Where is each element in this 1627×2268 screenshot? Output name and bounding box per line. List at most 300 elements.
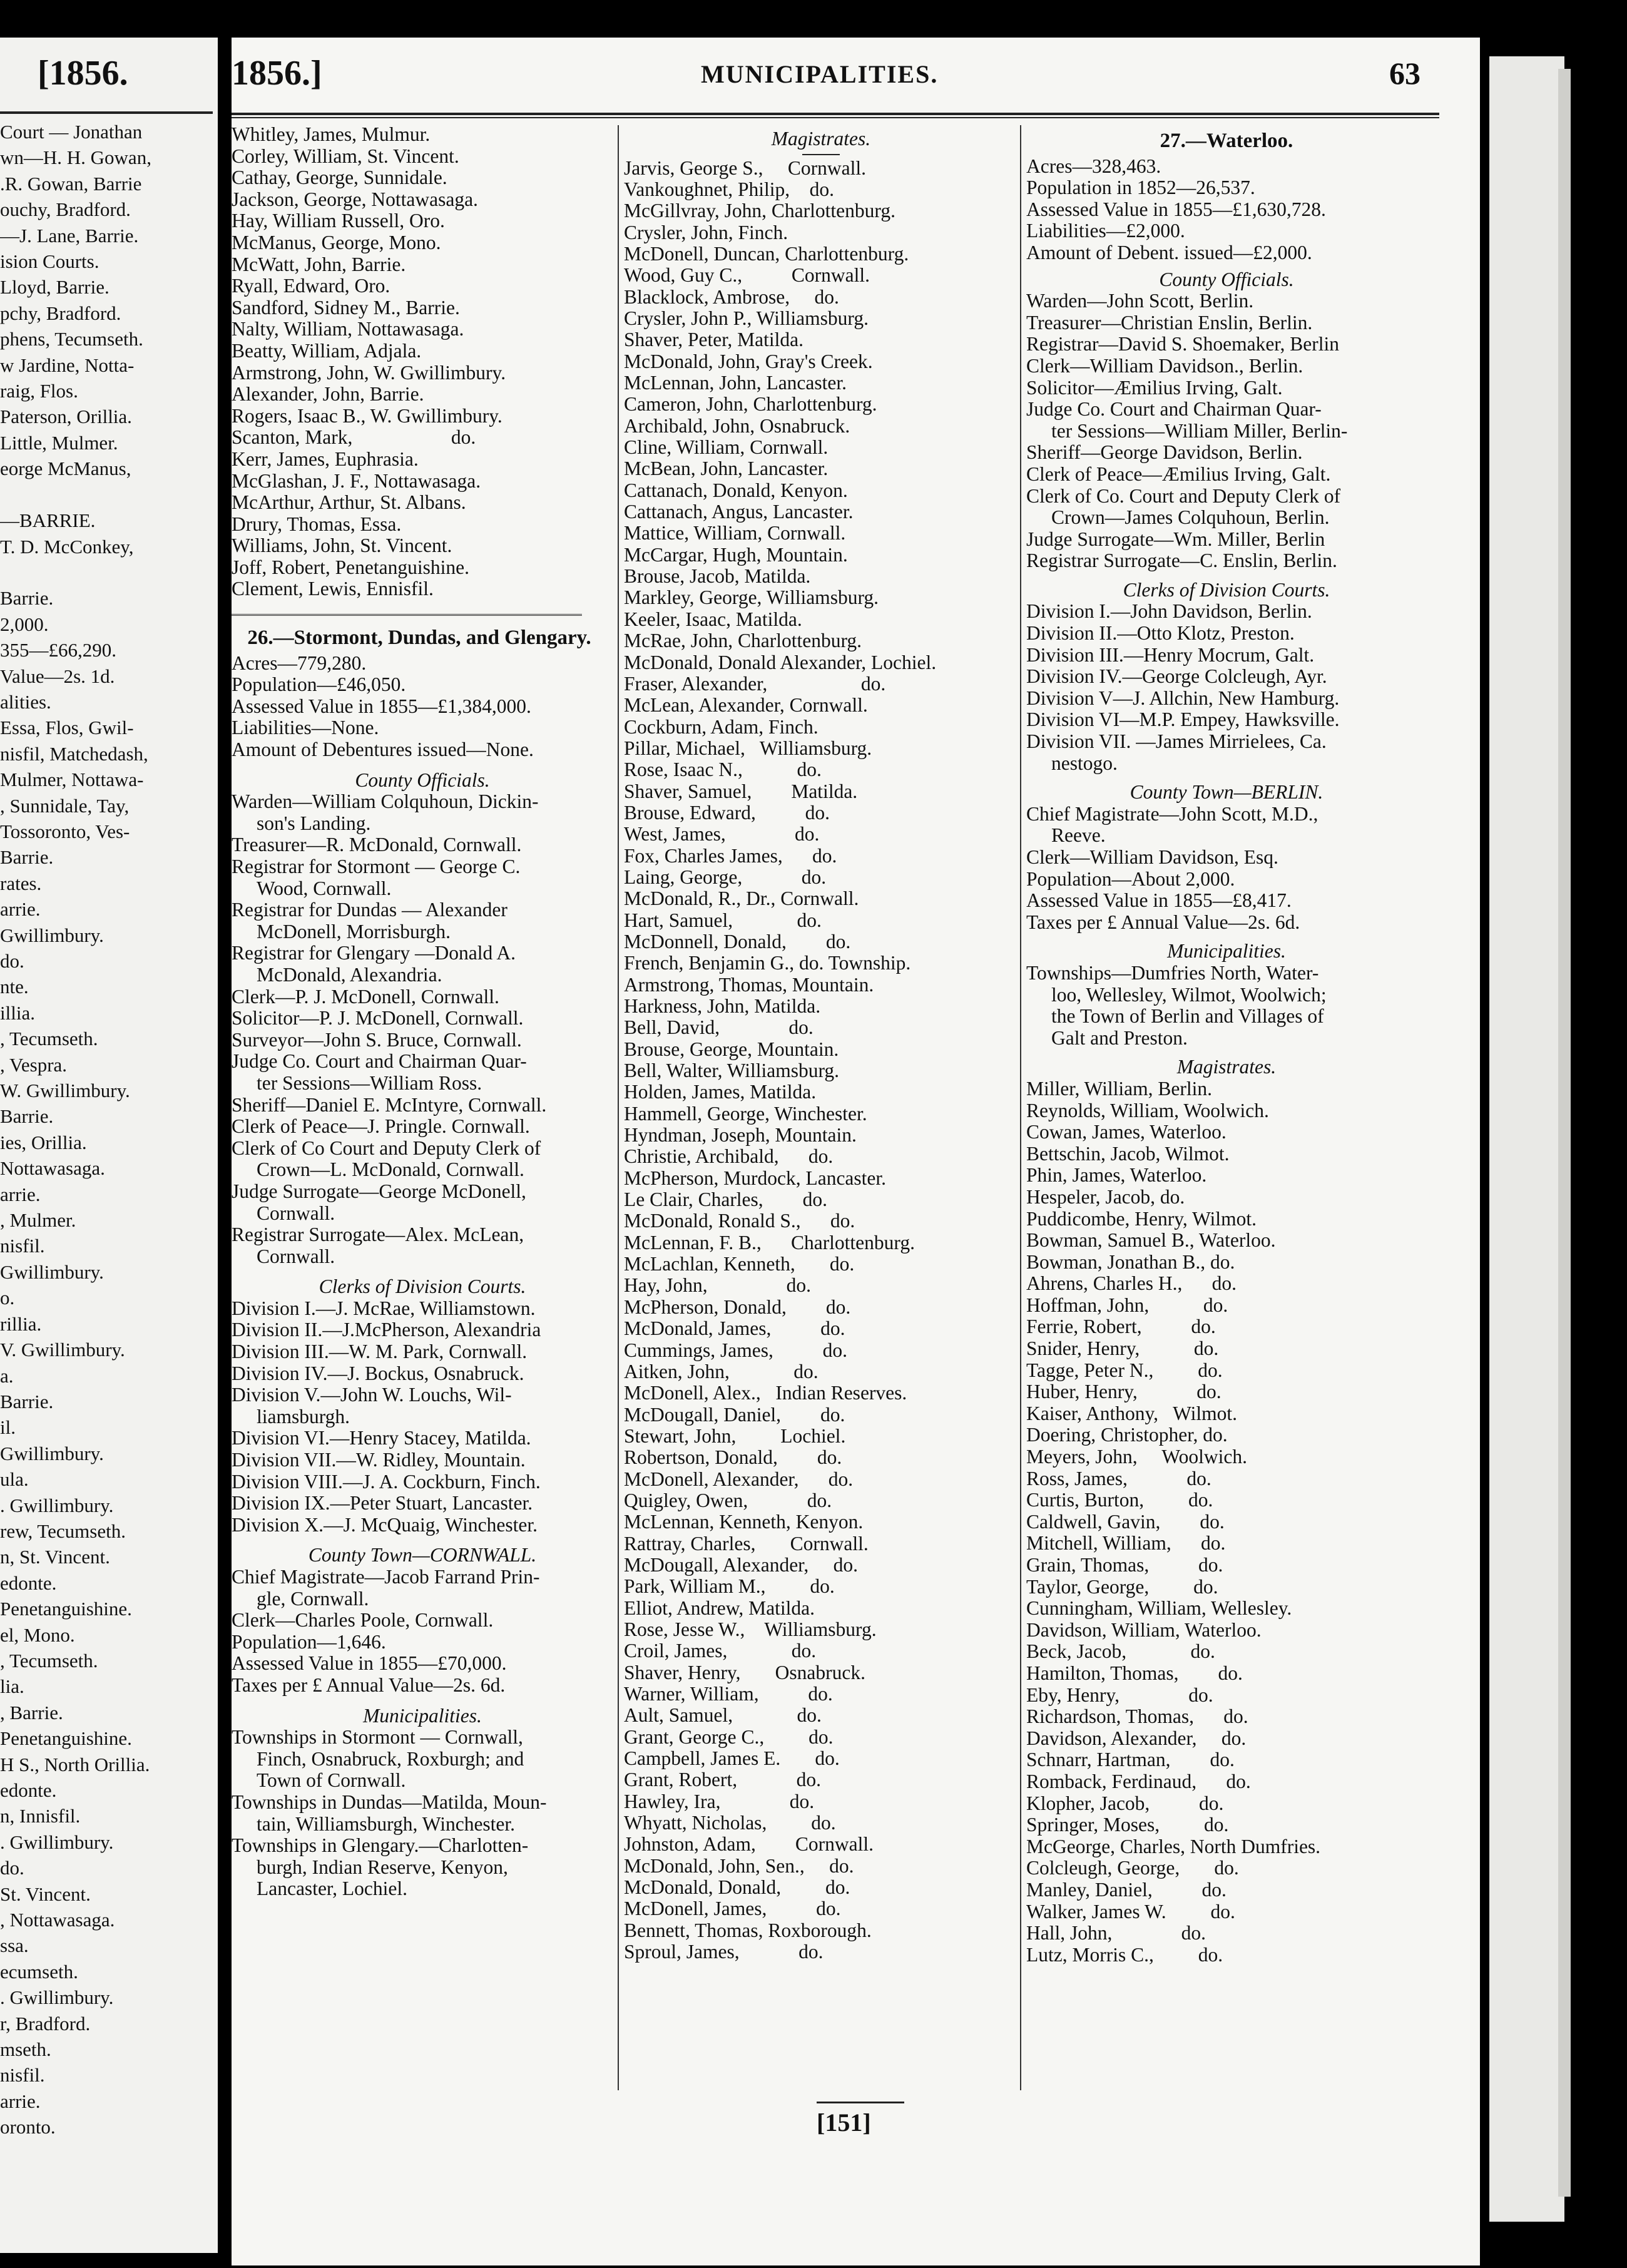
text-line: McDonald, Alexandria. <box>257 963 442 986</box>
text-line: oronto. <box>0 2116 56 2138</box>
page-number: 63 <box>1389 56 1420 91</box>
text-line: Cornwall. <box>257 1202 335 1224</box>
text-line <box>0 482 151 508</box>
waterloo-officials-heading: County Officials. <box>1159 268 1294 290</box>
text-line: Essa, Flos, Gwil- <box>0 717 134 739</box>
text-line: Judge Co. Court and Chairman Quar- <box>1026 398 1322 421</box>
text-line: Crysler, John P., Williamsburg. <box>624 307 869 329</box>
text-line: McLachlan, Kenneth, do. <box>624 1253 855 1275</box>
text-line: Kerr, James, Euphrasia. <box>232 447 419 470</box>
text-line: McPherson, Donald, do. <box>624 1295 851 1318</box>
text-line: Town of Cornwall. <box>257 1769 406 1792</box>
text-line: Population—1,646. <box>232 1630 386 1653</box>
text-line: Judge Co. Court and Chairman Quar- <box>232 1050 527 1073</box>
text-line: o. <box>0 1287 15 1309</box>
text-line: Population—£46,050. <box>232 673 406 696</box>
text-line: Warner, William, do. <box>624 1683 833 1705</box>
running-head-title: MUNICIPALITIES. <box>701 60 939 88</box>
text-line: Wood, Cornwall. <box>257 877 392 899</box>
text-line: Clerk of Co. Court and Deputy Clerk of <box>1026 484 1341 507</box>
text-line: , Nottawasaga. <box>0 1909 115 1931</box>
text-line: nisfil. <box>0 1235 45 1257</box>
stormont-county-town <box>232 1566 613 1697</box>
text-line: Acres—779,280. <box>232 651 367 674</box>
text-line: Campbell, James E. do. <box>624 1747 840 1770</box>
text-line: Klopher, Jacob, do. <box>1026 1792 1224 1814</box>
text-line: Liabilities—None. <box>232 717 379 739</box>
waterloo-officials <box>1026 290 1427 572</box>
text-line: Liabilities—£2,000. <box>1026 220 1185 242</box>
text-line: Shaver, Samuel, Matilda. <box>624 780 858 802</box>
text-line: Division I.—John Davidson, Berlin. <box>1026 600 1312 623</box>
text-line: McDonald, John, Sen., do. <box>624 1854 854 1877</box>
text-line: Lloyd, Barrie. <box>0 276 110 299</box>
text-line: McDonell, Alexander, do. <box>624 1468 854 1490</box>
text-line: Townships in Glengary.—Charlotten- <box>232 1834 529 1857</box>
text-line: nestogo. <box>1051 752 1118 774</box>
text-line: burgh, Indian Reserve, Kenyon, <box>257 1856 508 1878</box>
stormont-clerks <box>232 1298 613 1536</box>
text-line: Barrie. <box>0 1105 54 1128</box>
text-line: McDonald, Donald Alexander, Lochiel. <box>624 651 937 673</box>
text-line: McLennan, Kenneth, Kenyon. <box>624 1511 864 1533</box>
text-line: Bowman, Jonathan B., do. <box>1026 1250 1235 1273</box>
text-line: Division VII. —James Mirrielees, Ca. <box>1026 730 1327 753</box>
text-line: , Tecumseth. <box>0 1649 98 1672</box>
text-line: Population in 1852—26,537. <box>1026 176 1255 199</box>
stormont-officials-heading: County Officials. <box>355 769 490 791</box>
text-line: Bowman, Samuel B., Waterloo. <box>1026 1229 1276 1252</box>
text-line: Doering, Christopher, do. <box>1026 1424 1228 1446</box>
text-line: Armstrong, Thomas, Mountain. <box>624 973 874 996</box>
text-line: Assessed Value in 1855—£1,384,000. <box>232 695 531 717</box>
text-line: arrie. <box>0 898 41 921</box>
text-line: Wood, Guy C., Cornwall. <box>624 264 870 287</box>
text-line: pchy, Bradford. <box>0 302 121 324</box>
text-line: Gwillimbury. <box>0 1442 104 1464</box>
text-line: Kaiser, Anthony, Wilmot. <box>1026 1402 1237 1424</box>
text-line: Keeler, Isaac, Matilda. <box>624 608 802 630</box>
text-line: Hawley, Ira, do. <box>624 1790 815 1812</box>
text-line: Colcleugh, George, do. <box>1026 1857 1239 1879</box>
text-line: , Barrie. <box>0 1701 63 1724</box>
section-title-stormont: 26.—Stormont, Dundas, and Glengary. <box>247 626 591 650</box>
text-line: McLennan, John, Lancaster. <box>624 372 847 394</box>
text-line: n, Innisfil. <box>0 1805 81 1827</box>
text-line: phens, Tecumseth. <box>0 328 143 350</box>
text-line: Tossoronto, Ves- <box>0 820 130 842</box>
text-line: Clerk—Charles Poole, Cornwall. <box>232 1609 494 1632</box>
text-line: Penetanguishine. <box>0 1598 132 1620</box>
text-line: Fox, Charles James, do. <box>624 844 837 867</box>
text-line: Taylor, George, do. <box>1026 1575 1218 1598</box>
text-line: W. Gwillimbury. <box>0 1080 130 1102</box>
page-63 <box>232 38 1480 2265</box>
text-line: do. <box>0 1857 24 1879</box>
text-line: , Tecumseth. <box>0 1028 98 1050</box>
text-line: McDonald, Donald, do. <box>624 1876 850 1899</box>
text-line: Rose, Isaac N., do. <box>624 759 822 781</box>
text-line: raig, Flos. <box>0 380 78 402</box>
text-line: Assessed Value in 1855—£1,630,728. <box>1026 198 1326 220</box>
text-line: Hoffman, John, do. <box>1026 1294 1228 1316</box>
text-line: eorge McManus, <box>0 457 131 480</box>
text-line: H S., North Orillia. <box>0 1753 150 1775</box>
text-line: Barrie. <box>0 587 54 610</box>
text-line: Penetanguishine. <box>0 1727 132 1750</box>
text-line: Grant, George C., do. <box>624 1725 834 1748</box>
text-line: Phin, James, Waterloo. <box>1026 1164 1207 1187</box>
text-line: French, Benjamin G., do. Township. <box>624 952 911 974</box>
text-line: West, James, do. <box>624 823 820 845</box>
text-line: 2,000. <box>0 613 49 635</box>
text-line: nisfil. <box>0 2064 45 2087</box>
text-line: ter Sessions—William Ross. <box>257 1071 482 1094</box>
page-edge-shadow <box>1558 69 1571 2197</box>
text-line: Harkness, John, Matilda. <box>624 995 821 1017</box>
text-line: Bennett, Thomas, Roxborough. <box>624 1919 872 1941</box>
text-line: Judge Surrogate—Wm. Miller, Berlin <box>1026 528 1325 550</box>
text-line: lia. <box>0 1675 24 1698</box>
text-line: Warden—John Scott, Berlin. <box>1026 290 1254 312</box>
text-line: Ryall, Edward, Oro. <box>232 275 390 297</box>
text-line: Amount of Debentures issued—None. <box>232 738 534 761</box>
text-line: Registrar for Glengary —Donald A. <box>232 942 516 964</box>
text-line: Hart, Samuel, do. <box>624 909 822 931</box>
text-line: Davidson, William, Waterloo. <box>1026 1618 1262 1641</box>
text-line: McDonell, Duncan, Charlottenburg. <box>624 242 909 265</box>
text-line: the Town of Berlin and Villages of <box>1051 1005 1324 1028</box>
text-line: Mitchell, William, do. <box>1026 1532 1226 1555</box>
text-line: Markley, George, Williamsburg. <box>624 586 879 609</box>
text-line: McDougall, Daniel, do. <box>624 1403 845 1426</box>
text-line: Lutz, Morris C., do. <box>1026 1943 1223 1966</box>
text-line: Bell, Walter, Williamsburg. <box>624 1060 840 1082</box>
text-line: Hyndman, Joseph, Mountain. <box>624 1124 857 1147</box>
text-line: Division VI.—Henry Stacey, Matilda. <box>232 1427 531 1449</box>
text-line: Blacklock, Ambrose, do. <box>624 285 839 308</box>
text-line: do. <box>0 950 24 972</box>
text-line: Jarvis, George S., Cornwall. <box>624 156 866 179</box>
text-line: Townships in Stormont — Cornwall, <box>232 1726 523 1749</box>
waterloo-municipalities-heading: Municipalities. <box>1167 940 1286 963</box>
text-line: illia. <box>0 1001 35 1024</box>
text-line: Le Clair, Charles, do. <box>624 1188 828 1211</box>
text-line: McLennan, F. B., Charlottenburg. <box>624 1231 915 1254</box>
text-line: Acres—328,463. <box>1026 155 1161 177</box>
text-line: Surveyor—John S. Bruce, Cornwall. <box>232 1028 522 1051</box>
text-line: Hay, John, do. <box>624 1274 811 1297</box>
text-line: Treasurer—Christian Enslin, Berlin. <box>1026 311 1313 334</box>
text-line: Romback, Ferdinaud, do. <box>1026 1770 1251 1792</box>
text-line: McRae, John, Charlottenburg. <box>624 630 862 652</box>
text-line: 355—£66,290. <box>0 639 116 662</box>
text-line: Scanton, Mark, do. <box>232 426 476 449</box>
text-line: Corley, William, St. Vincent. <box>232 145 459 167</box>
text-line: St. Vincent. <box>0 1882 91 1905</box>
text-line: McGillvray, John, Charlottenburg. <box>624 200 895 222</box>
text-line: . Gwillimbury. <box>0 1986 114 2009</box>
text-line: Stewart, John, Lochiel. <box>624 1424 846 1447</box>
text-line: Warden—William Colquhoun, Dickin- <box>232 790 539 813</box>
text-line: rillia. <box>0 1312 42 1335</box>
text-line: Solicitor—Æmilius Irving, Galt. <box>1026 376 1283 399</box>
stormont-officials <box>232 791 613 1267</box>
text-line: ision Courts. <box>0 250 99 273</box>
text-line: Brouse, Edward, do. <box>624 801 830 824</box>
text-line: Mulmer, Nottawa- <box>0 769 144 791</box>
previous-page-fragment <box>0 38 218 2253</box>
text-line: McLean, Alexander, Cornwall. <box>624 694 868 717</box>
text-line: alities. <box>0 690 51 713</box>
text-line: Cline, William, Cornwall. <box>624 436 829 459</box>
column-1 <box>232 124 613 1900</box>
text-line: Registrar—David S. Shoemaker, Berlin <box>1026 333 1340 355</box>
text-line: , Vespra. <box>0 1053 68 1076</box>
text-line: Division III.—W. M. Park, Cornwall. <box>232 1341 528 1363</box>
text-line: Little, Mulmer. <box>0 431 118 454</box>
text-line: Armstrong, John, W. Gwillimbury. <box>232 361 506 384</box>
text-line: Division V.—John W. Louchs, Wil- <box>232 1384 512 1406</box>
stormont-municipalities <box>232 1727 613 1900</box>
text-line: McDonald, James, do. <box>624 1317 845 1340</box>
waterloo-county-town <box>1026 804 1427 934</box>
text-line: tain, Williamsburgh, Winchester. <box>257 1812 516 1835</box>
waterloo-municipalities <box>1026 963 1427 1049</box>
text-line: V. Gwillimbury. <box>0 1339 125 1361</box>
text-line: Hay, William Russell, Oro. <box>232 210 445 232</box>
text-line: Division X.—J. McQuaig, Winchester. <box>232 1513 538 1536</box>
text-line: Curtis, Burton, do. <box>1026 1489 1213 1511</box>
text-line: , Sunnidale, Tay, <box>0 794 130 817</box>
text-line: Walker, James W. do. <box>1026 1900 1235 1923</box>
text-line: .R. Gowan, Barrie <box>0 172 142 195</box>
text-line: Jackson, George, Nottawasaga. <box>232 188 478 210</box>
text-line: Schnarr, Hartman, do. <box>1026 1749 1235 1771</box>
text-line: McWatt, John, Barrie. <box>232 253 406 275</box>
text-line: McDonald, John, Gray's Creek. <box>624 350 873 372</box>
text-line: Park, William M., do. <box>624 1575 835 1598</box>
stormont-stats <box>232 653 613 761</box>
text-line: liamsburgh. <box>257 1405 350 1428</box>
text-line: Division IV.—George Colcleugh, Ayr. <box>1026 665 1327 688</box>
text-line: Cowan, James, Waterloo. <box>1026 1121 1227 1143</box>
text-line: edonte. <box>0 1779 57 1801</box>
stormont-municipalities-heading: Municipalities. <box>363 1704 482 1727</box>
text-line: Nottawasaga. <box>0 1157 105 1180</box>
text-line: rates. <box>0 872 42 894</box>
text-line: Clement, Lewis, Ennisfil. <box>232 578 434 600</box>
stormont-clerks-heading: Clerks of Division Courts. <box>319 1275 526 1298</box>
text-line: Nalty, William, Nottawasaga. <box>232 318 464 340</box>
waterloo-clerks <box>1026 601 1427 774</box>
text-line: Clerk of Peace—Æmilius Irving, Galt. <box>1026 462 1331 485</box>
text-line: Cattanach, Donald, Kenyon. <box>624 479 848 501</box>
text-line: McDonell, Morrisburgh. <box>257 920 451 942</box>
text-line: Townships—Dumfries North, Water- <box>1026 961 1319 984</box>
text-line: Court — Jonathan <box>0 121 143 143</box>
text-line: Archibald, John, Osnabruck. <box>624 414 850 437</box>
text-line: Davidson, Alexander, do. <box>1026 1727 1247 1749</box>
text-line: Cockburn, Adam, Finch. <box>624 715 819 738</box>
text-line: rew, Tecumseth. <box>0 1520 126 1542</box>
text-line: Johnston, Adam, Cornwall. <box>624 1833 874 1856</box>
text-line: Meyers, John, Woolwich. <box>1026 1446 1247 1468</box>
text-line: Judge Surrogate—George McDonell, <box>232 1180 526 1202</box>
text-line: arrie. <box>0 2090 41 2112</box>
waterloo-magistrates-heading: Magistrates. <box>1176 1056 1277 1078</box>
text-line: Clerk—William Davidson, Esq. <box>1026 846 1278 868</box>
text-line: Fraser, Alexander, do. <box>624 672 886 695</box>
text-line: Sproul, James, do. <box>624 1941 824 1963</box>
text-line: edonte. <box>0 1571 57 1594</box>
text-line: Gwillimbury. <box>0 924 104 946</box>
text-line: Shaver, Peter, Matilda. <box>624 329 804 351</box>
text-line: Brouse, Jacob, Matilda. <box>624 565 811 588</box>
text-line: Galt and Preston. <box>1051 1026 1188 1049</box>
text-line: Cunningham, William, Wellesley. <box>1026 1597 1292 1620</box>
text-line: Rogers, Isaac B., W. Gwillimbury. <box>232 404 502 427</box>
text-line: Crown—L. McDonald, Cornwall. <box>257 1158 524 1181</box>
text-line: Robertson, Donald, do. <box>624 1446 842 1469</box>
text-line: Division II.—Otto Klotz, Preston. <box>1026 622 1295 645</box>
text-line: ula. <box>0 1468 29 1491</box>
printer-signature: [151] <box>817 2108 871 2137</box>
waterloo-town-heading: County Town—BERLIN. <box>1130 781 1324 804</box>
text-line: Crysler, John, Finch. <box>624 221 788 243</box>
section-title-waterloo: 27.—Waterloo. <box>1160 130 1293 152</box>
text-line: Division II.—J.McPherson, Alexandria <box>232 1319 541 1341</box>
text-line: Registrar Surrogate—Alex. McLean, <box>232 1223 524 1246</box>
text-line: Finch, Osnabruck, Roxburgh; and <box>257 1747 524 1770</box>
text-line: Population—About 2,000. <box>1026 867 1235 890</box>
text-line: —J. Lane, Barrie. <box>0 224 139 247</box>
text-line: ter Sessions—William Miller, Berlin- <box>1051 419 1348 442</box>
text-line: n, St. Vincent. <box>0 1546 110 1568</box>
text-line: Assessed Value in 1855—£70,000. <box>232 1652 507 1675</box>
text-line: Manley, Daniel, do. <box>1026 1878 1227 1901</box>
text-line: Vankoughnet, Philip, do. <box>624 178 834 200</box>
column-3 <box>1026 130 1427 1966</box>
text-line <box>0 559 151 585</box>
text-line: Townships in Dundas—Matilda, Moun- <box>232 1790 547 1813</box>
text-line: son's Landing. <box>257 812 371 834</box>
text-line: ssa. <box>0 1934 29 1957</box>
text-line: Registrar Surrogate—C. Enslin, Berlin. <box>1026 549 1337 572</box>
text-line: Crown—James Colquhoun, Berlin. <box>1051 506 1330 529</box>
text-line: Brouse, George, Mountain. <box>624 1038 839 1060</box>
text-line: Cummings, James, do. <box>624 1339 848 1361</box>
text-line: McManus, George, Mono. <box>232 231 441 253</box>
text-line: Gwillimbury. <box>0 1260 104 1283</box>
text-line: Whyatt, Nicholas, do. <box>624 1812 836 1834</box>
text-line: Williams, John, St. Vincent. <box>232 534 452 557</box>
text-line: Beatty, William, Adjala. <box>232 339 422 362</box>
text-line: Beck, Jacob, do. <box>1026 1640 1215 1663</box>
running-head-year: 1856.] <box>232 54 322 93</box>
text-line: Barrie. <box>0 1390 54 1412</box>
text-line: Treasurer—R. McDonald, Cornwall. <box>232 834 522 856</box>
text-line: wn—H. H. Gowan, <box>0 146 151 169</box>
text-line: Cornwall. <box>257 1245 335 1267</box>
text-line: Division I.—J. McRae, Williamstown. <box>232 1297 536 1319</box>
text-line: Chief Magistrate—John Scott, M.D., <box>1026 802 1318 825</box>
text-line: Croil, James, do. <box>624 1640 817 1662</box>
text-line: Clerk of Peace—J. Pringle. Cornwall. <box>232 1115 530 1138</box>
text-line: Clerk—William Davidson., Berlin. <box>1026 354 1303 377</box>
text-line: McBean, John, Lancaster. <box>624 457 829 480</box>
text-line: Reeve. <box>1051 824 1106 847</box>
text-line: Elliot, Andrew, Matilda. <box>624 1596 815 1619</box>
text-line: Mattice, William, Cornwall. <box>624 522 846 544</box>
text-line: Huber, Henry, do. <box>1026 1381 1222 1403</box>
text-line: McDonell, Alex., Indian Reserves. <box>624 1382 907 1404</box>
text-line: Division VIII.—J. A. Cockburn, Finch. <box>232 1470 541 1493</box>
text-line: Puddicombe, Henry, Wilmot. <box>1026 1207 1257 1230</box>
text-line: Hall, John, do. <box>1026 1922 1206 1944</box>
text-line: Grain, Thomas, do. <box>1026 1554 1223 1576</box>
text-line: . Gwillimbury. <box>0 1831 114 1853</box>
text-line: . Gwillimbury. <box>0 1494 114 1516</box>
text-line: Division VI—M.P. Empey, Hawksville. <box>1026 708 1340 731</box>
text-line: Rattray, Charles, Cornwall. <box>624 1532 869 1555</box>
text-line: Miller, William, Berlin. <box>1026 1077 1212 1100</box>
text-line: mseth. <box>0 2038 51 2061</box>
text-line: Sandford, Sidney M., Barrie. <box>232 296 460 319</box>
text-line: Division IX.—Peter Stuart, Lancaster. <box>232 1492 533 1515</box>
text-line: Amount of Debent. issued—£2,000. <box>1026 241 1312 263</box>
text-line: , Mulmer. <box>0 1209 76 1232</box>
text-line: Solicitor—P. J. McDonell, Cornwall. <box>232 1007 524 1029</box>
text-line: Whitley, James, Mulmur. <box>232 123 431 145</box>
waterloo-magistrates <box>1026 1078 1427 1966</box>
text-line: McGlashan, J. F., Nottawasaga. <box>232 469 481 492</box>
county-magistrates-continued <box>232 124 613 600</box>
text-line: ies, Orillia. <box>0 1131 87 1153</box>
page-edge <box>1489 56 1564 2222</box>
text-line: McCargar, Hugh, Mountain. <box>624 543 848 566</box>
text-line: Sheriff—George Davidson, Berlin. <box>1026 441 1303 464</box>
text-line: Barrie. <box>0 846 54 869</box>
text-line: Value—2s. 1d. <box>0 665 115 687</box>
text-line: Drury, Thomas, Essa. <box>232 513 402 535</box>
text-line: ecumseth. <box>0 1960 78 1983</box>
text-line: McDonell, James, do. <box>624 1898 841 1920</box>
previous-page-header: [1856. <box>38 54 128 93</box>
text-line: Christie, Archibald, do. <box>624 1145 834 1168</box>
text-line: Division IV.—J. Bockus, Osnabruck. <box>232 1362 524 1384</box>
text-line: Richardson, Thomas, do. <box>1026 1705 1248 1728</box>
text-line: Bell, David, do. <box>624 1016 814 1039</box>
text-line: T. D. McConkey, <box>0 535 134 558</box>
text-line: Registrar for Stormont — George C. <box>232 856 521 877</box>
text-line: Caldwell, Gavin, do. <box>1026 1510 1225 1533</box>
text-line: Taxes per £ Annual Value—2s. 6d. <box>1026 911 1300 933</box>
text-line: arrie. <box>0 1183 41 1205</box>
text-line: McDonald, Ronald S., do. <box>624 1210 855 1232</box>
text-line: Ross, James, do. <box>1026 1467 1211 1489</box>
text-line: Pillar, Michael, Williamsburg. <box>624 737 872 759</box>
text-line: Quigley, Owen, do. <box>624 1489 832 1511</box>
text-line: Clerk—P. J. McDonell, Cornwall. <box>232 985 499 1008</box>
column-2 <box>624 128 1018 1963</box>
text-line: McPherson, Murdock, Lancaster. <box>624 1167 887 1189</box>
text-line: Springer, Moses, do. <box>1026 1814 1229 1836</box>
stormont-magistrates-heading: Magistrates. <box>771 128 871 150</box>
text-line: Ferrie, Robert, do. <box>1026 1315 1216 1338</box>
text-line: nisfil, Matchedash, <box>0 742 148 765</box>
text-line: nte. <box>0 976 29 998</box>
